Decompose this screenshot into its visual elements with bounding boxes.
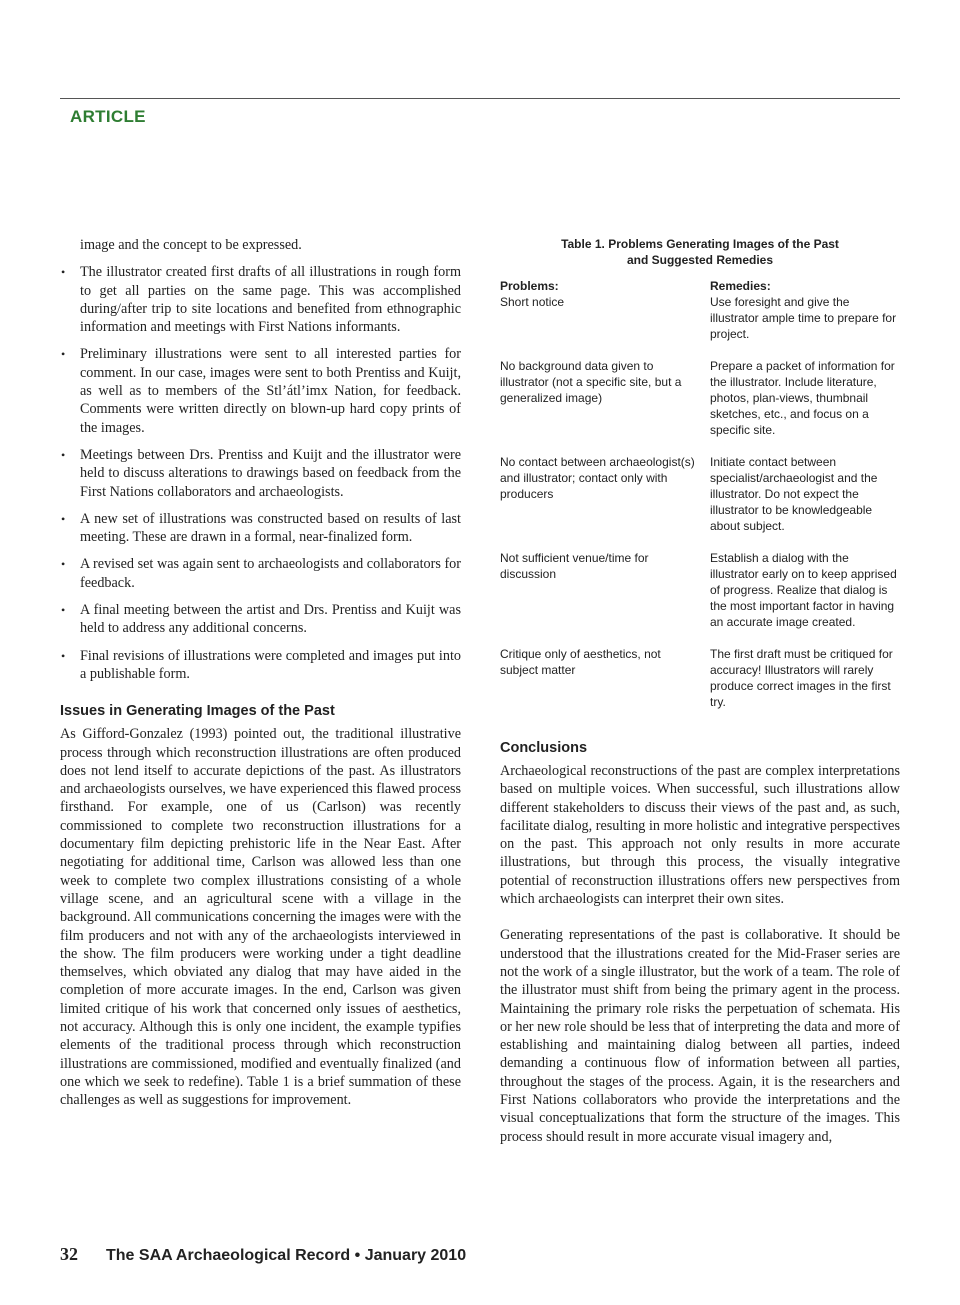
left-column: [60, 236, 461, 1109]
page-number: 32: [60, 1244, 78, 1264]
header-rule: [60, 98, 900, 99]
table-cell-remedy: Prepare a packet of information for the illustrator. Include literature, photos, plan-views, thumbnail sketches, etc., and focus on a specific site.: [710, 359, 895, 437]
table-row: [500, 550, 900, 646]
list-item: • The illustrator created first drafts of all illustrations in rough form to get all parties on the same page. This was accomplished during/after trip to site locations and benefited from ethnographic information and meetings with First Nations informants.: [60, 263, 461, 336]
table-caption: [500, 236, 900, 268]
problems-remedies-table: [500, 278, 900, 710]
conclusions-paragraph: Archaeological reconstructions of the past are complex interpretations based on multiple voices. When successful, such illustrations allow different stakeholders to discuss their views of the past and, as such, facilitate dialog, resulting in more holistic and integrative perspectives on the past. This approach not only results in more accurate illustrations, but through this process, the visually integrative potential of reconstruction illustrations offers new perspectives from which archaeologists can interpret their own sites.: [500, 763, 900, 908]
table-cell-problem: Not sufficient venue/time for discussion: [500, 551, 649, 581]
list-item: • Final revisions of illustrations were completed and images put into a publishable form.: [60, 647, 461, 684]
continuation-text: image and the concept to be expressed.: [80, 237, 302, 253]
list-item: • Preliminary illustrations were sent to all interested parties for comment. In our case, images were sent to both Prentiss and Kuijt, as well as to members of the Stl’átl’imx Nation, for feedback. Comments were written directly on blown-up hard copy prints of the images.: [60, 345, 461, 436]
table-cell-remedy: Use foresight and give the illustrator ample time to prepare for project.: [710, 295, 897, 341]
conclusions-heading: Conclusions: [500, 740, 588, 756]
issues-heading: Issues in Generating Images of the Past: [60, 703, 335, 720]
table-cell-problem: No background data given to illustrator (not a specific site, but a generalized image): [500, 359, 682, 405]
table-caption-line: Table 1. Problems Generating Images of the Past: [561, 237, 839, 251]
process-list: [60, 263, 461, 683]
table-cell-remedy: Initiate contact between specialist/archaeologist and the illustrator. Do not expect the illustrator to be knowledgeable about subject.: [710, 455, 878, 533]
table-header-row: [500, 278, 900, 294]
page-footer: [60, 1244, 466, 1265]
section-label: ARTICLE: [70, 107, 146, 126]
table-cell-remedy: Establish a dialog with the illustrator early on to keep apprised of progress. Realize that dialog is the most important factor in having an accurate image created.: [710, 551, 897, 629]
list-item: • A revised set was again sent to archaeologists and collaborators for feedback.: [60, 555, 461, 592]
table-cell-remedy: The first draft must be critiqued for accuracy! Illustrators will rarely produce correct images in the first try.: [710, 647, 893, 709]
table-row: [500, 294, 900, 358]
table-header-problems: Problems:: [500, 279, 559, 293]
issues-paragraph: As Gifford-Gonzalez (1993) pointed out, the traditional illustrative process through which reconstruction illustrations are often produced does not lend itself to accurate depictions of the past. As illustrators and archaeologists ourselves, we have experienced this flawed process firsthand. For example, one of us (Carlson) was recently commissioned to complete two reconstruction illustrations for a documentary film depicting prehistoric life in the Near East. After negotiating for additional time, Carlson was allowed less than one week to complete two complex illustrations consisting of a whole village scene, and an agricultural scene with a village in the background. All communications concerning the images were with the film producers and not with any of the archaeologists interviewed in the show. The film producers were working under a tight deadline themselves, which obviated any dialog that may have aided in the completion of more accurate images. In the end, Carlson was given limited critique of his work that concerned only issues of aesthetics, not accuracy. Although this is only one incident, the example typifies elements of the traditional process through which reconstruction illustrations are commissioned, modified and eventually finalized (and one which we seek to redefine). Table 1 is a brief summation of these challenges as well as suggestions for improvement.: [60, 726, 461, 1109]
conclusions-paragraph: Generating representations of the past is collaborative. It should be understood that the illustrations created for the Mid-Fraser series are not the work of a single illustrator, but the work of a team. The role of the illustrator must shift from being the primary agent in the process. Maintaining the primary role risks the perpetuation of schemata. His or her new role should be less that of interpreting the data and more of establishing and maintaining dialog between all parties, indeed demanding a continuous flow of information between all parties, throughout the stages of the process. Again, it is the researchers and First Nations collaborators who provide the interpretations and the visual conceptualizations that form the structure of the images. This process should result in more accurate visual imagery and,: [500, 927, 900, 1145]
table-row: [500, 646, 900, 710]
table-row: [500, 358, 900, 454]
table-cell-problem: Short notice: [500, 295, 565, 309]
list-item: • Meetings between Drs. Prentiss and Kuijt and the illustrator were held to discuss alterations to drawings based on feedback from the First Nations collaborators and archaeologists.: [60, 446, 461, 501]
table-cell-problem: No contact between archaeologist(s) and illustrator; contact only with producers: [500, 455, 695, 501]
publication-title: The SAA Archaeological Record • January 2010: [106, 1247, 467, 1264]
table-row: [500, 454, 900, 550]
list-item: • A final meeting between the artist and Drs. Prentiss and Kuijt was held to address any additional concerns.: [60, 601, 461, 638]
table-header-remedies: Remedies:: [710, 279, 771, 293]
table-caption-line: and Suggested Remedies: [626, 253, 774, 267]
table-cell-problem: Critique only of aesthetics, not subject matter: [500, 647, 661, 677]
list-item: • A new set of illustrations was constructed based on results of last meeting. These are drawn in a formal, near-finalized form.: [60, 510, 461, 547]
right-column: [500, 236, 900, 1146]
